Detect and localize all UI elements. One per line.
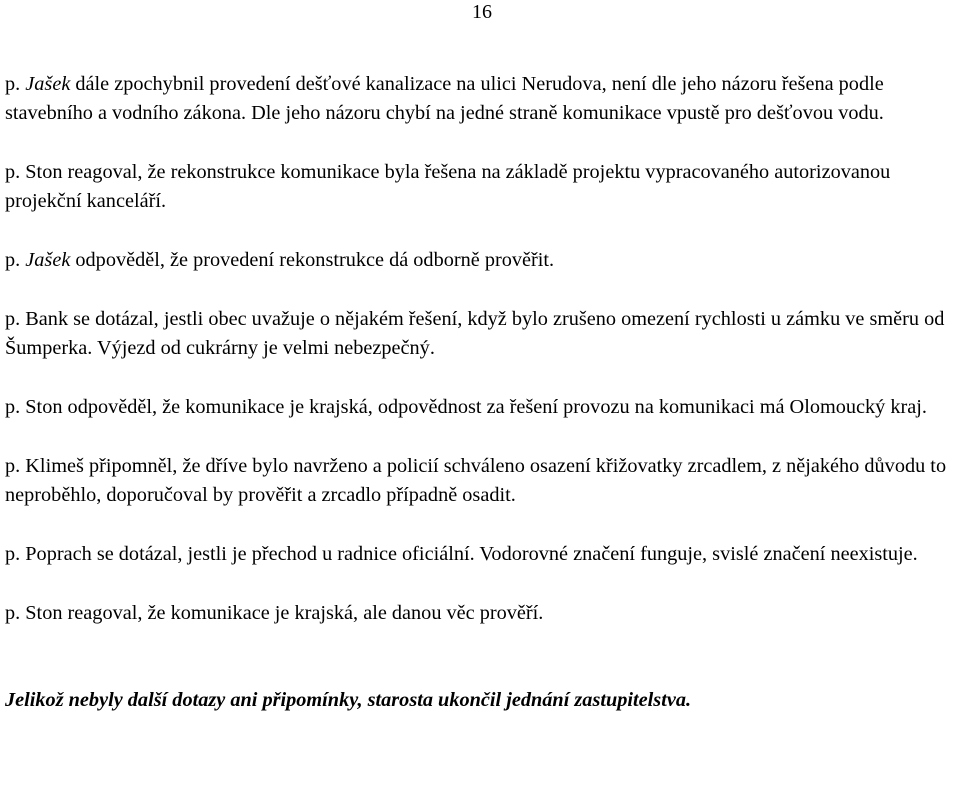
paragraph-bank xyxy=(5,305,957,363)
paragraph-text: se dotázal, jestli obec uvažuje o nějakém řešení, když bylo zrušeno omezení rychlosti u zámku ve směru od Šumperka. Výjezd od cukrárny je velmi nebezpečný. xyxy=(5,308,945,359)
speaker-name: Ston xyxy=(25,396,63,418)
paragraph-text: odpověděl, že provedení rekonstrukce dá odborně prověřit. xyxy=(70,249,555,271)
paragraph-text: odpověděl, že komunikace je krajská, odpovědnost za řešení provozu na komunikaci má Olomoucký kraj. xyxy=(62,396,927,418)
paragraph-prefix: p. xyxy=(5,161,26,183)
paragraph-poprach xyxy=(5,540,957,569)
paragraph-text: reagoval, že komunikace je krajská, ale danou věc prověří. xyxy=(62,602,544,624)
page-number: 16 xyxy=(472,1,492,23)
paragraph-ston-2 xyxy=(5,393,957,422)
paragraph-jasek-1 xyxy=(5,70,957,128)
speaker-name: Ston xyxy=(25,161,63,183)
speaker-name: Bank xyxy=(25,308,69,330)
paragraph-klimes xyxy=(5,452,957,510)
paragraph-text: reagoval, že rekonstrukce komunikace byla řešena na základě projektu vypracovaného autorizovanou projekční kanceláří. xyxy=(5,161,891,212)
speaker-name: Jašek xyxy=(25,249,71,271)
paragraph-text: připomněl, že dříve bylo navrženo a policií schváleno osazení křižovatky zrcadlem, z nějakého důvodu to neproběhlo, doporučoval by prověřit a zrcadlo případně osadit. xyxy=(5,455,947,506)
paragraph-ston-3 xyxy=(5,599,957,628)
document-body xyxy=(5,70,957,745)
paragraph-prefix: p. xyxy=(5,396,26,418)
speaker-name: Ston xyxy=(25,602,63,624)
paragraph-text: se dotázal, jestli je přechod u radnice oficiální. Vodorovné značení funguje, svislé značení neexistuje. xyxy=(91,543,918,565)
paragraph-text: dále zpochybnil provedení dešťové kanalizace na ulici Nerudova, není dle jeho názoru řešena podle stavebního a vodního zákona. Dle jeho názoru chybí na jedné straně komunikace vpustě pro dešťovou vodu. xyxy=(5,73,884,124)
paragraph-prefix: p. xyxy=(5,602,26,624)
paragraph-prefix: p. xyxy=(5,455,26,477)
paragraph-prefix: p. xyxy=(5,543,26,565)
speaker-name: Klimeš xyxy=(25,455,84,477)
paragraph-prefix: p. xyxy=(5,249,26,271)
paragraph-ston-1 xyxy=(5,158,957,216)
paragraph-prefix: p. xyxy=(5,308,26,330)
closing-statement: Jelikož nebyly další dotazy ani připomínky, starosta ukončil jednání zastupitelstva. xyxy=(5,689,692,711)
speaker-name: Jašek xyxy=(25,73,71,95)
paragraph-prefix: p. xyxy=(5,73,26,95)
paragraph-jasek-2 xyxy=(5,246,957,275)
speaker-name: Poprach xyxy=(25,543,92,565)
